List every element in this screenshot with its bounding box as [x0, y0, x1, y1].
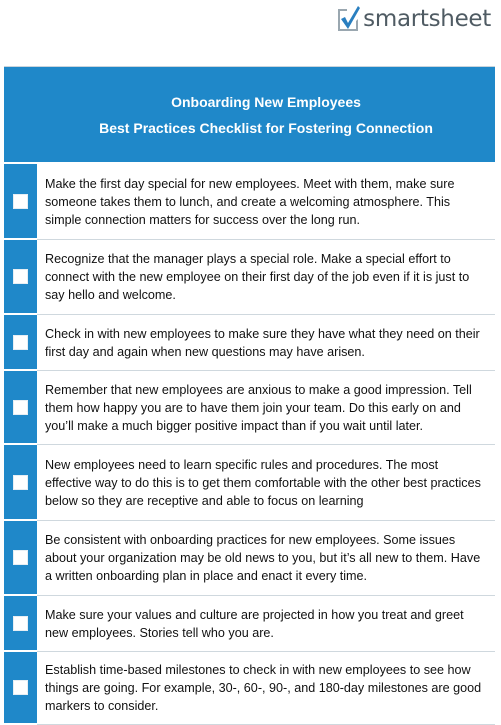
checklist-row [4, 596, 495, 652]
checklist-row [4, 240, 495, 315]
header-spacer [4, 67, 37, 162]
checklist-row [4, 315, 495, 371]
checklist-item-text: Make sure your values and culture are projected in how you treat and greet new employees. Stories tell who you are. [45, 607, 464, 640]
checklist-row [4, 164, 495, 240]
checkbox[interactable] [13, 550, 28, 565]
checklist-item-text: Make the first day special for new employees. Meet with them, make sure someone takes them to lunch, and create a welcoming atmosphere. This simple connection matters for success over the long run. [45, 176, 455, 227]
checkbox[interactable] [13, 616, 28, 631]
checkbox-cell [4, 240, 37, 315]
checkbox[interactable] [13, 269, 28, 284]
checkbox-cell [4, 371, 37, 445]
smartsheet-check-icon [335, 4, 361, 34]
checklist-row [4, 445, 495, 521]
checkbox-cell [4, 164, 37, 240]
page-title: Onboarding New Employees [171, 93, 361, 110]
checklist-item-text: Establish time-based milestones to check in with new employees to see how things are going. For example, 30-, 60-, 90-, and 180-day milestones are good markers to consider. [45, 663, 482, 713]
checkbox-cell [4, 652, 37, 725]
checklist-item-text: New employees need to learn specific rules and procedures. The most effective way to do this is to get them comfortable with the other best practices below so they are receptive and able to focus on learning [45, 457, 481, 508]
checkbox[interactable] [13, 335, 28, 350]
checklist-header [4, 67, 495, 164]
checklist-table [4, 66, 495, 725]
checkbox[interactable] [13, 400, 28, 415]
checkbox-cell [4, 445, 37, 521]
checkbox[interactable] [13, 680, 28, 695]
page-subtitle: Best Practices Checklist for Fostering Connection [99, 119, 433, 136]
checklist-item-text: Remember that new employees are anxious to make a good impression. Tell them how happy you are to have them join your team. Do this early on and you’ll make a much bigger positive impact than if you wait until later. [45, 382, 472, 433]
header-titles [37, 67, 495, 162]
checklist-row [4, 371, 495, 445]
checklist-item-text: Be consistent with onboarding practices for new employees. Some issues about your organization may be old news to you, but it’s all new to them. Have a written onboarding plan in place and enact it every time. [45, 533, 481, 583]
checkbox-cell [4, 521, 37, 596]
checklist-item-text: Recognize that the manager plays a special role. Make a special effort to connect with the new employee on their first day of the job even if it is just to say hello and welcome. [45, 252, 470, 302]
checklist-row [4, 521, 495, 596]
checkbox[interactable] [13, 194, 28, 209]
smartsheet-logo [335, 4, 491, 34]
checkbox-cell [4, 315, 37, 371]
checkbox-cell [4, 596, 37, 652]
checklist-row [4, 652, 495, 725]
logo-wordmark: smartsheet [363, 6, 491, 32]
checklist-item-text: Check in with new employees to make sure they have what they need on their first day and again when new questions may have arisen. [45, 326, 480, 359]
checkbox[interactable] [13, 475, 28, 490]
